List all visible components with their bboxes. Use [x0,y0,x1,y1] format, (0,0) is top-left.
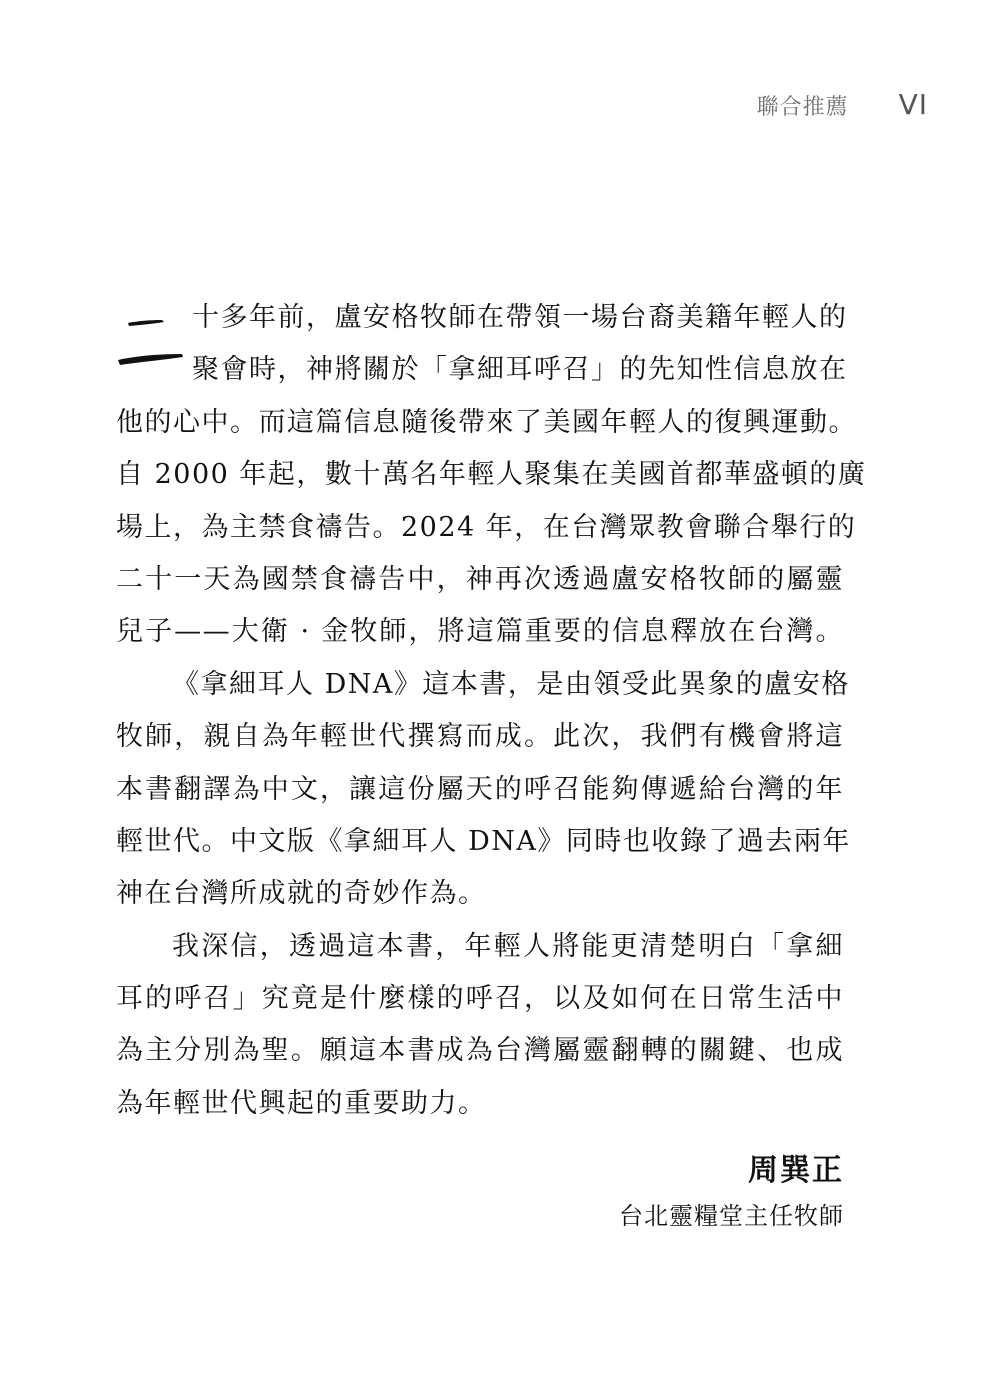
text-line: 輕世代。中文版《拿細耳人 DNA》同時也收錄了過去兩年 [116,825,851,857]
text-line: 我深信，透過這本書，年輕人將能更清楚明白「拿細 [172,930,844,962]
drop-cap-upper-stroke [128,320,164,326]
text-line: 十多年前，盧安格牧師在帶領一場台裔美籍年輕人的 [192,302,848,333]
running-header [757,88,928,121]
text-line: 他的心中。而這篇信息隨後帶來了美國年輕人的復興運動。 [116,406,857,438]
text-line: 耳的呼召」究竟是什麼樣的呼召，以及如何在日常生活中 [116,983,844,1015]
drop-cap-glyph [116,316,184,368]
text-line: 兒子——大衛 · 金牧師，將這篇重要的信息釋放在台灣。 [116,616,844,648]
section-title: 聯合推薦 [756,95,849,120]
body-text [116,292,867,1130]
text-line: 場上，為主禁食禱告。2024 年，在台灣眾教會聯合舉行的 [116,511,857,543]
text-line: 自 2000 年起，數十萬名年輕人聚集在美國首都華盛頓的廣 [116,459,867,491]
paragraph-1 [116,292,867,659]
paragraph-2 [116,659,851,921]
author-title: 台北靈糧堂主任牧師 [619,1202,844,1230]
text-line: 《拿細耳人 DNA》這本書，是由領受此異象的盧安格 [172,668,850,700]
drop-cap [116,316,184,368]
text-line: 神在台灣所成就的奇妙作為。 [116,878,487,910]
author-name: 周巽正 [748,1153,844,1188]
text-line: 聚會時，神將關於「拿細耳呼召」的先知性信息放在 [192,354,848,386]
page-number: VI [898,88,928,121]
text-line: 本書翻譯為中文，讓這份屬天的呼召能夠傳遞給台灣的年 [116,773,844,805]
text-line: 二十一天為國禁食禱告中，神再次透過盧安格牧師的屬靈 [116,563,844,595]
text-line: 為年輕世代興起的重要助力。 [116,1087,487,1119]
paragraph-3 [116,921,844,1131]
text-line: 牧師，親自為年輕世代撰寫而成。此次，我們有機會將這 [116,721,844,753]
text-line: 為主分別為聖。願這本書成為台灣屬靈翻轉的關鍵、也成 [116,1035,844,1067]
drop-cap-lower-stroke [118,354,183,365]
